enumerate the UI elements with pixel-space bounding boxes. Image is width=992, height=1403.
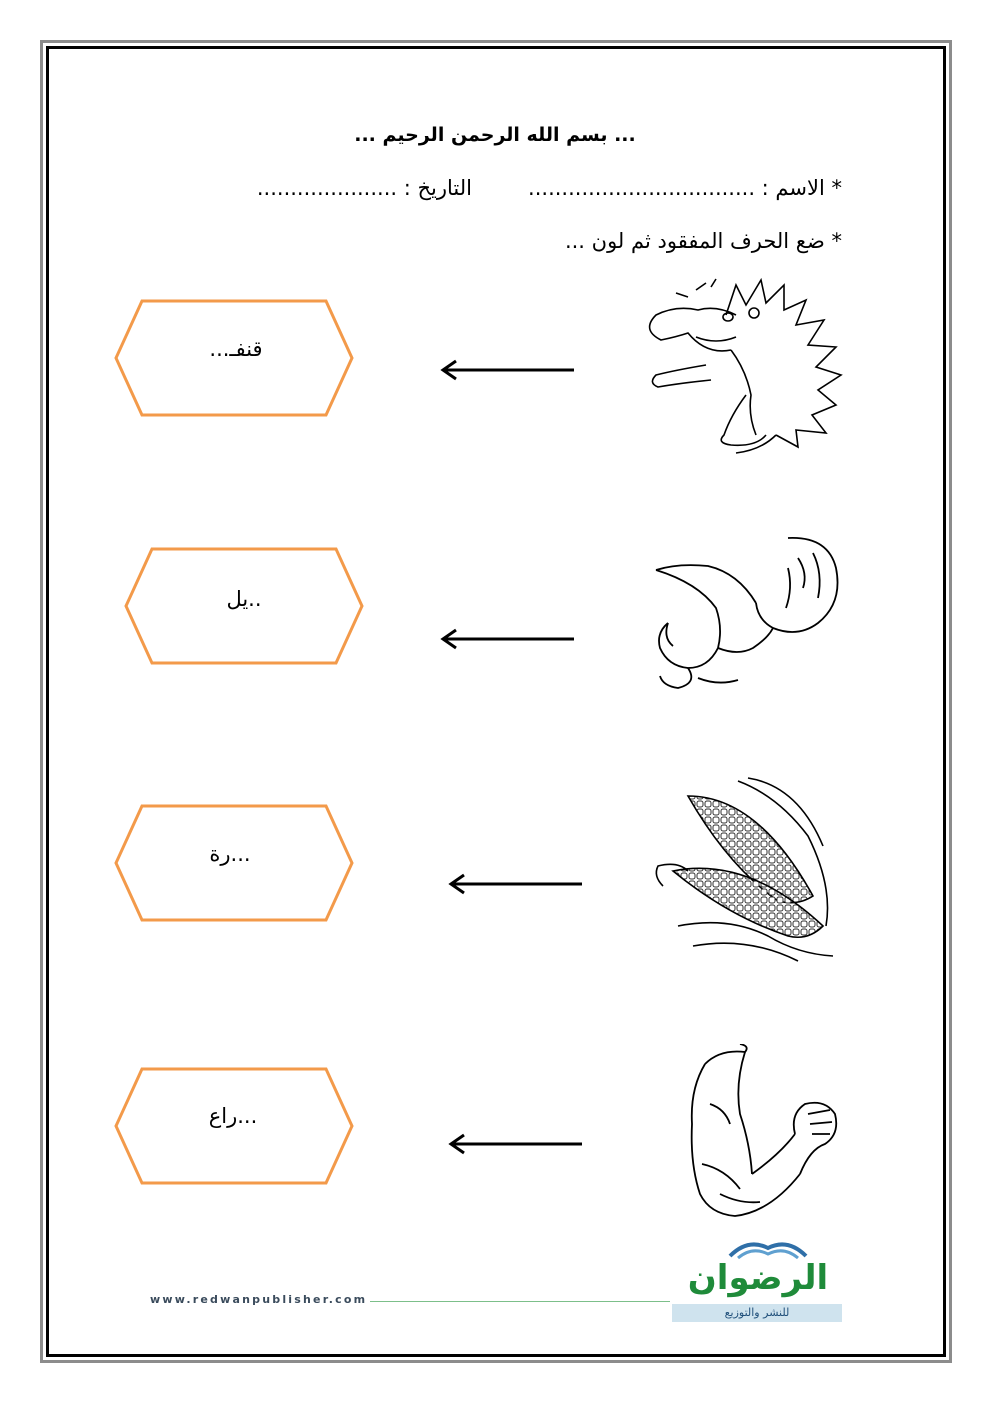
hedgehog-icon: [636, 275, 846, 460]
squirrel-icon: [638, 528, 843, 698]
word-label-2: ..يل: [226, 587, 262, 611]
instruction-text: * ضع الحرف المفقود ثم لون ...: [564, 229, 842, 253]
word-label-1: قنفـ...: [209, 337, 263, 361]
arm-icon: [680, 1044, 844, 1226]
arrow-left-icon: [446, 872, 586, 896]
logo-title: الرضوان: [687, 1258, 829, 1298]
logo-subtitle: للنشر والتوزيع: [672, 1304, 842, 1322]
website-url: www.redwanpublisher.com: [150, 1293, 368, 1306]
arrow-left-icon: [438, 627, 578, 651]
basmala-heading: ... بسم الله الرحمن الرحيم ...: [354, 124, 636, 146]
word-label-4: ...راع: [208, 1104, 258, 1128]
footer-divider: [370, 1301, 670, 1302]
publisher-logo: [668, 1234, 848, 1326]
book-icon: [728, 1234, 808, 1260]
date-field: التاريخ : .....................: [256, 176, 472, 200]
corn-icon: [648, 776, 846, 968]
arrow-left-icon: [438, 358, 578, 382]
arrow-left-icon: [446, 1132, 586, 1156]
word-label-3: ...رة: [209, 842, 251, 866]
name-field: * الاسم : ..................................: [528, 176, 842, 200]
